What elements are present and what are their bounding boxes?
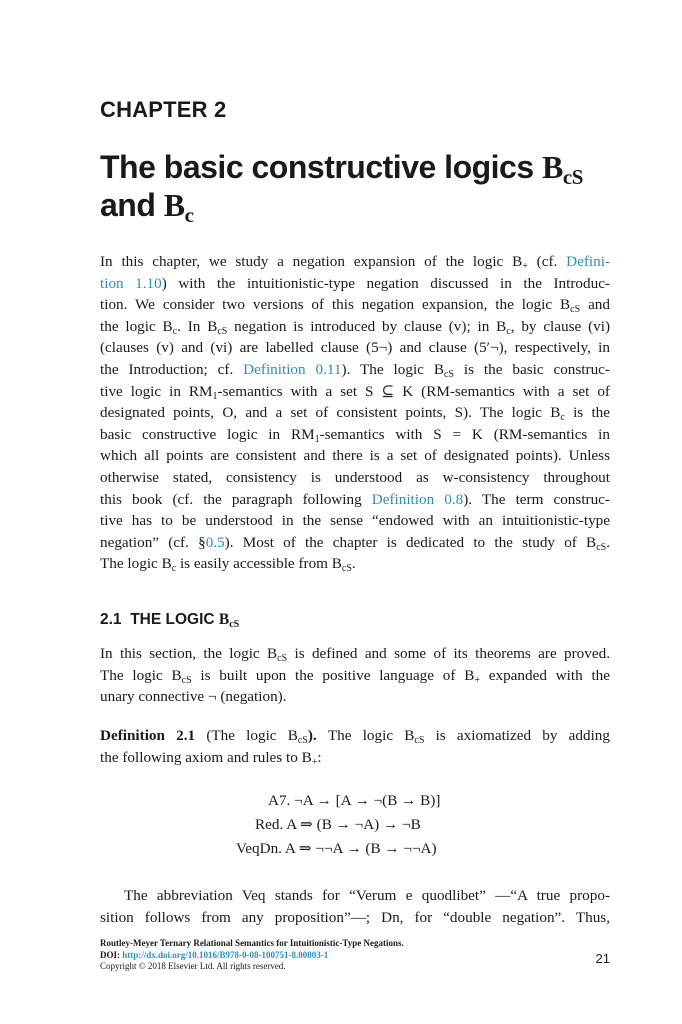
intro-line: The logic $B_c$ is easily accessible from $B_{cS}$. bbox=[100, 555, 356, 575]
chapter-label: CHAPTER 2 bbox=[100, 97, 227, 122]
intro-line: In this chapter, we study a negation expansion of the logic $B_+$ (cf. Defini- bbox=[100, 253, 610, 272]
intro-line: tion. We consider two versions of this negation expansion, the logic $B_{cS}$ and bbox=[100, 296, 610, 316]
definition-block bbox=[100, 725, 610, 768]
intro-line: this book (cf. the paragraph following Definition 0.8). The term construc- bbox=[100, 490, 610, 508]
rule-red: Red. A ⇒ (B → ¬A) → ¬B bbox=[255, 816, 421, 833]
section-line: The logic $B_{cS}$ is built upon the positive language of $B_+$ expanded with the bbox=[100, 666, 610, 686]
chapter-title-prefix: The basic constructive logics bbox=[100, 149, 543, 185]
doi-link[interactable]: http://dx.doi.org/10.1016/B978-0-08-100751-8.00003-1 bbox=[122, 949, 329, 960]
intro-line: basic constructive logic in $RM_1$-semantics with S = K (RM-semantics in bbox=[100, 425, 610, 445]
rule-veqdn: VeqDn. A ⇒ ¬¬A → (B → ¬¬A) bbox=[236, 840, 437, 857]
axiom-list bbox=[100, 790, 610, 859]
intro-line: negation” (cf. §0.5). Most of the chapter is dedicated to the study of $B_{cS}$. bbox=[100, 533, 610, 553]
intro-line: tion 1.10) with the intuitionistic-type negation discussed in the Introduc- bbox=[100, 274, 610, 292]
chapter-title-and: and bbox=[100, 187, 164, 223]
footer-book-title: Routley-Meyer Ternary Relational Semantics for Intuitionistic-Type Negations. bbox=[100, 938, 404, 948]
section-title-logic: B bbox=[218, 611, 230, 628]
chapter-title-sub-2: c bbox=[184, 203, 194, 227]
definition-label: Definition 2.1 bbox=[100, 727, 196, 744]
footer-doi: DOI: http://dx.doi.org/10.1016/B978-0-08-100751-8.00003-1 bbox=[100, 949, 329, 960]
page-number: 21 bbox=[595, 951, 610, 966]
section-number: 2.1 bbox=[100, 611, 122, 628]
axiom-a7: A7. ¬A → [A → ¬(B → B)] bbox=[268, 792, 441, 809]
closing-paragraph bbox=[100, 885, 610, 928]
section-heading bbox=[100, 611, 239, 629]
section-title-sub: cS bbox=[229, 619, 240, 630]
page-footer bbox=[100, 938, 610, 973]
chapter-title-logic-2: B bbox=[163, 187, 185, 223]
intro-line: otherwise stated, consistency is understood as w-consistency throughout bbox=[100, 468, 610, 486]
closing-line: The abbreviation Veq stands for “Verum e quodlibet” —“A true propo- bbox=[124, 887, 610, 904]
definition-1-10-link[interactable]: Defini- bbox=[566, 253, 610, 270]
chapter-title bbox=[100, 148, 610, 227]
footer-copyright: Copyright © 2018 Elsevier Ltd. All rights reserved. bbox=[100, 961, 286, 971]
closing-line: sition follows from any proposition”—; Dn, for “double negation”. Thus, bbox=[100, 908, 610, 926]
intro-paragraph bbox=[100, 251, 610, 575]
intro-line: tive logic in $RM_1$-semantics with a set S ⊆ K (RM-semantics with a set of bbox=[100, 382, 610, 402]
section-paragraph bbox=[100, 643, 610, 708]
section-line: In this section, the logic $B_{cS}$ is defined and some of its theorems are proved. bbox=[100, 645, 610, 664]
definition-0-11-link[interactable]: Definition 0.11 bbox=[243, 360, 342, 378]
section-line: unary connective ¬ (negation). bbox=[100, 688, 287, 706]
section-0-5-link[interactable]: 0.5 bbox=[205, 533, 225, 551]
chapter-title-logic-1: B bbox=[542, 149, 563, 185]
definition-line: Definition 2.1 (The logic $B_{cS}$). The logic $B_{cS}$ is axiomatized by adding bbox=[100, 727, 610, 746]
intro-line: designated points, O, and a set of consistent points, S). The logic $B_c$ is the bbox=[100, 404, 611, 424]
definition-0-8-link[interactable]: Definition 0.8 bbox=[371, 490, 464, 508]
intro-line: tive has to be understood in the sense “endowed with an intuitionistic-type bbox=[100, 512, 610, 530]
intro-line: the Introduction; cf. Definition 0.11). The logic $B_{cS}$ is the basic construc- bbox=[100, 360, 610, 380]
chapter-title-sub-1: cS bbox=[562, 165, 583, 189]
intro-line: the logic $B_c$. In $B_{cS}$ negation is introduced by clause (v); in $B_c$, by clause (vi) bbox=[100, 317, 611, 337]
intro-line: (clauses (v) and (vi) are labelled clause (5¬) and clause (5′¬), respectively, in bbox=[100, 339, 610, 357]
intro-line: which all points are consistent and there is a set of designated points). Unless bbox=[100, 447, 610, 465]
definition-line: the following axiom and rules to $B_+$: bbox=[100, 748, 322, 768]
definition-1-10-link[interactable]: tion 1.10 bbox=[100, 274, 162, 292]
section-title: THE LOGIC bbox=[130, 611, 219, 628]
